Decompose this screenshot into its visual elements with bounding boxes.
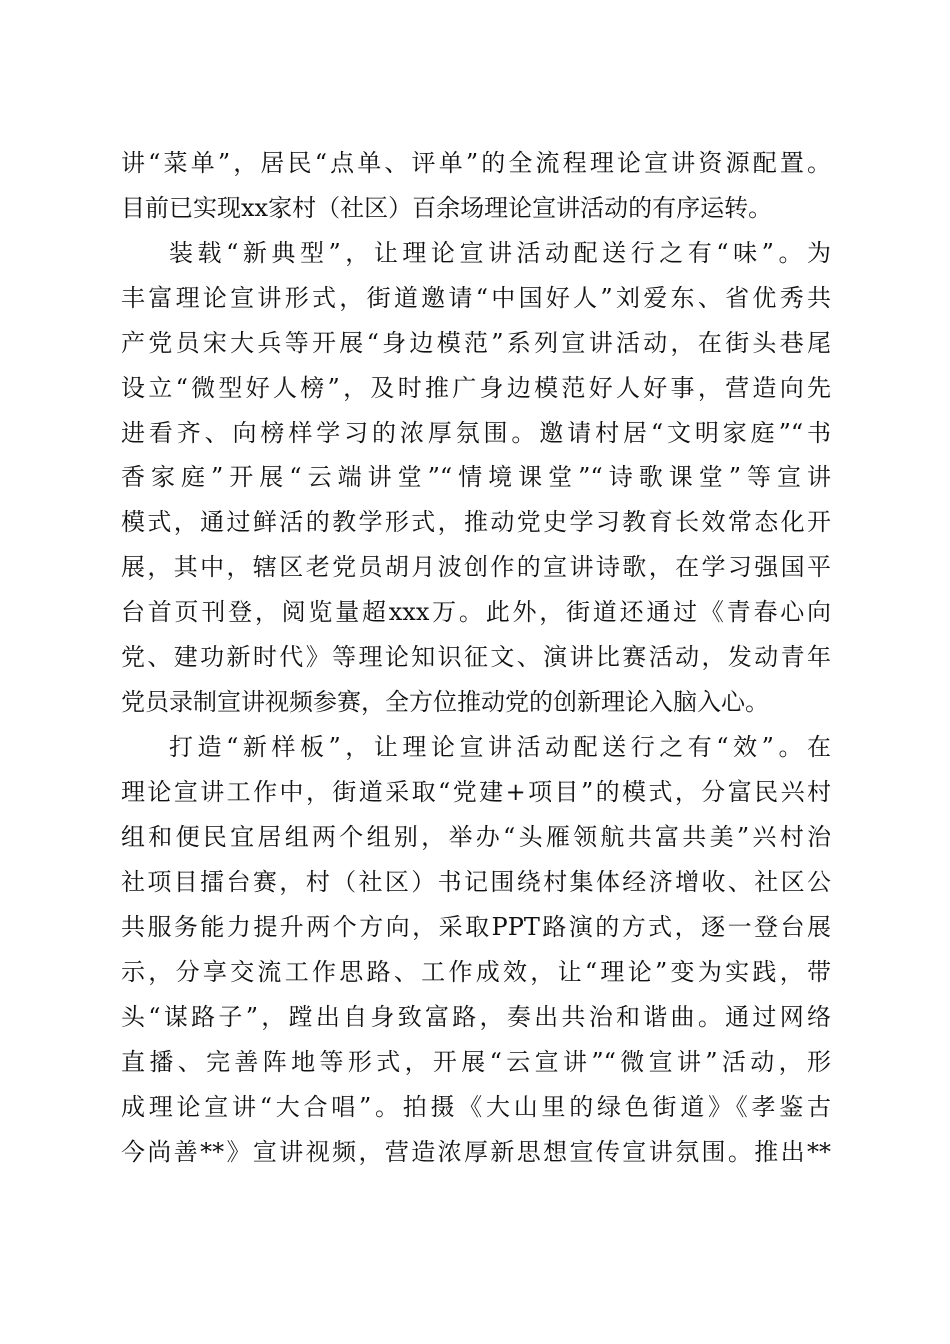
text-line: 组和便民宜居组两个组别，举办“头雁领航共富共美”兴村治 bbox=[121, 823, 831, 851]
text-line: 共服务能力提升两个方向，采取PPT路演的方式，逐一登台展 bbox=[121, 913, 831, 941]
text-line: 讲“菜单”，居民“点单、评单”的全流程理论宣讲资源配置。 bbox=[121, 149, 831, 177]
text-line: 模式，通过鲜活的教学形式，推动党史学习教育长效常态化开 bbox=[121, 508, 831, 536]
paragraph-start-line: 打造“新样板”，让理论宣讲活动配送行之有“效”。在 bbox=[169, 733, 831, 761]
text-line: 丰富理论宣讲形式，街道邀请“中国好人”刘爱东、省优秀共 bbox=[121, 284, 831, 312]
text-line: 台首页刊登，阅览量超xxx万。此外，街道还通过《青春心向 bbox=[121, 598, 831, 626]
text-line: 今尚善**》宣讲视频，营造浓厚新思想宣传宣讲氛围。推出** bbox=[121, 1138, 831, 1166]
text-line: 进看齐、向榜样学习的浓厚氛围。邀请村居“文明家庭”“书 bbox=[121, 419, 831, 447]
text-line: 党员录制宣讲视频参赛，全方位推动党的创新理论入脑入心。 bbox=[121, 688, 769, 716]
text-line: 目前已实现xx家村（社区）百余场理论宣讲活动的有序运转。 bbox=[121, 194, 773, 222]
text-line: 展，其中，辖区老党员胡月波创作的宣讲诗歌，在学习强国平 bbox=[121, 553, 831, 581]
text-line: 理论宣讲工作中，街道采取“党建+项目”的模式，分富民兴村 bbox=[121, 778, 831, 806]
text-line: 直播、完善阵地等形式，开展“云宣讲”“微宣讲”活动，形 bbox=[121, 1048, 831, 1076]
text-line: 示，分享交流工作思路、工作成效，让“理论”变为实践，带 bbox=[121, 958, 831, 986]
text-line: 产党员宋大兵等开展“身边模范”系列宣讲活动，在街头巷尾 bbox=[121, 329, 831, 357]
text-line: 社项目擂台赛，村（社区）书记围绕村集体经济增收、社区公 bbox=[121, 868, 831, 896]
text-line: 设立“微型好人榜”，及时推广身边模范好人好事，营造向先 bbox=[121, 374, 831, 402]
text-line: 成理论宣讲“大合唱”。拍摄《大山里的绿色街道》《孝鉴古 bbox=[121, 1093, 831, 1121]
paragraph-start-line: 装载“新典型”，让理论宣讲活动配送行之有“味”。为 bbox=[169, 239, 831, 267]
text-line: 香家庭”开展“云端讲堂”“情境课堂”“诗歌课堂”等宣讲 bbox=[121, 463, 831, 491]
text-line: 头“谋路子”，蹚出自身致富路，奏出共治和谐曲。通过网络 bbox=[121, 1003, 831, 1031]
text-line: 党、建功新时代》等理论知识征文、演讲比赛活动，发动青年 bbox=[121, 643, 831, 671]
